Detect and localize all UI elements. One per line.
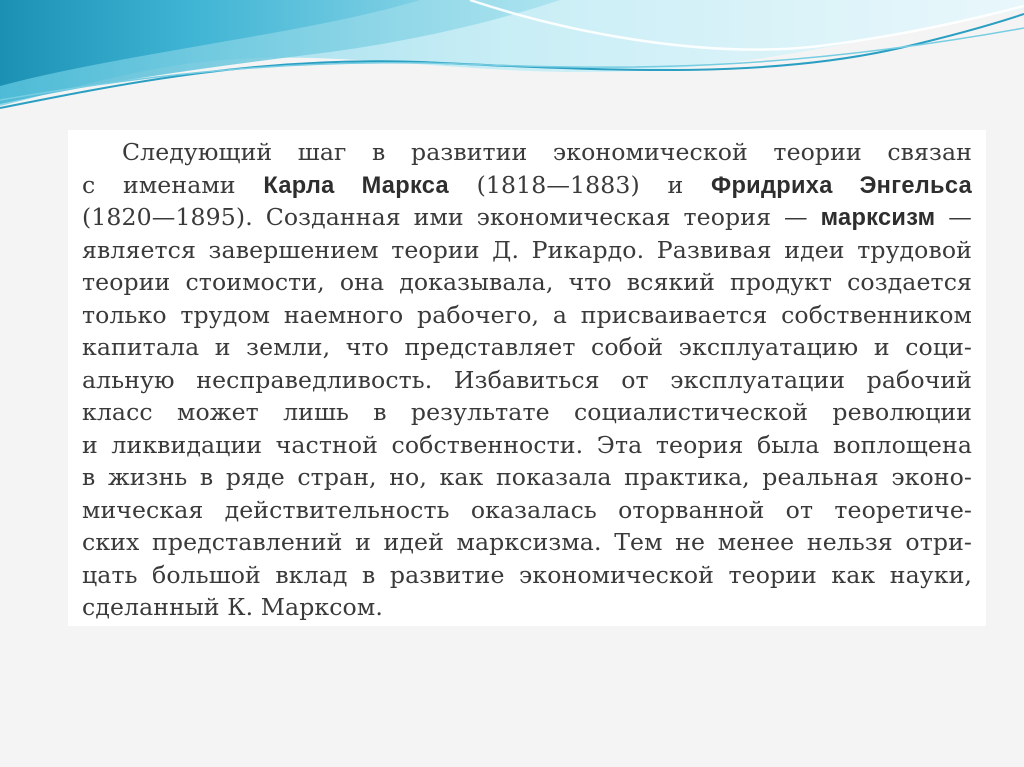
bold-term-friedrich-engels: Фридриха Энгельса <box>711 172 972 199</box>
text-line: альную несправедливость. Избавиться от эксплуатации рабочий <box>82 365 972 394</box>
decorative-wave-header <box>0 0 1024 120</box>
text-line: ских представлений и идей марксизма. Тем не менее нельзя отри- <box>82 528 972 556</box>
paragraph-text <box>82 136 972 624</box>
text-line: в жизнь в ряде стран, но, как показала практика, реальная эконо- <box>82 463 972 491</box>
text-line: и ликвидации частной собственности. Эта теория была воплощена <box>82 430 972 459</box>
text-line: теории стоимости, она доказывала, что всякий продукт создается <box>82 268 972 296</box>
text-line: с именами Карла Маркса (1818—1883) и Фридриха Энгельса <box>82 170 972 199</box>
text-line: мическая действительность оказалась оторванной от теоретиче- <box>82 495 972 524</box>
bold-term-karl-marx: Карла Маркса <box>263 172 449 199</box>
text-line: Следующий шаг в развитии экономической теории связан <box>122 138 972 166</box>
text-line: сделанный К. Марксом. <box>82 593 383 621</box>
bold-term-marxism: марксизм <box>820 205 936 231</box>
text-line: (1820—1895). Созданная ими экономическая теория — марксизм — <box>82 203 973 231</box>
text-line: только трудом наемного рабочего, а присваивается собственником <box>82 300 972 329</box>
text-line: капитала и земли, что представляет собой эксплуатацию и соци- <box>82 333 972 361</box>
text-line: класс может лишь в результате социалистической революции <box>82 398 972 426</box>
text-line: является завершением теории Д. Рикардо. Развивая идеи трудовой <box>82 235 972 264</box>
text-line: цать большой вклад в развитие экономической теории как науки, <box>82 560 972 589</box>
